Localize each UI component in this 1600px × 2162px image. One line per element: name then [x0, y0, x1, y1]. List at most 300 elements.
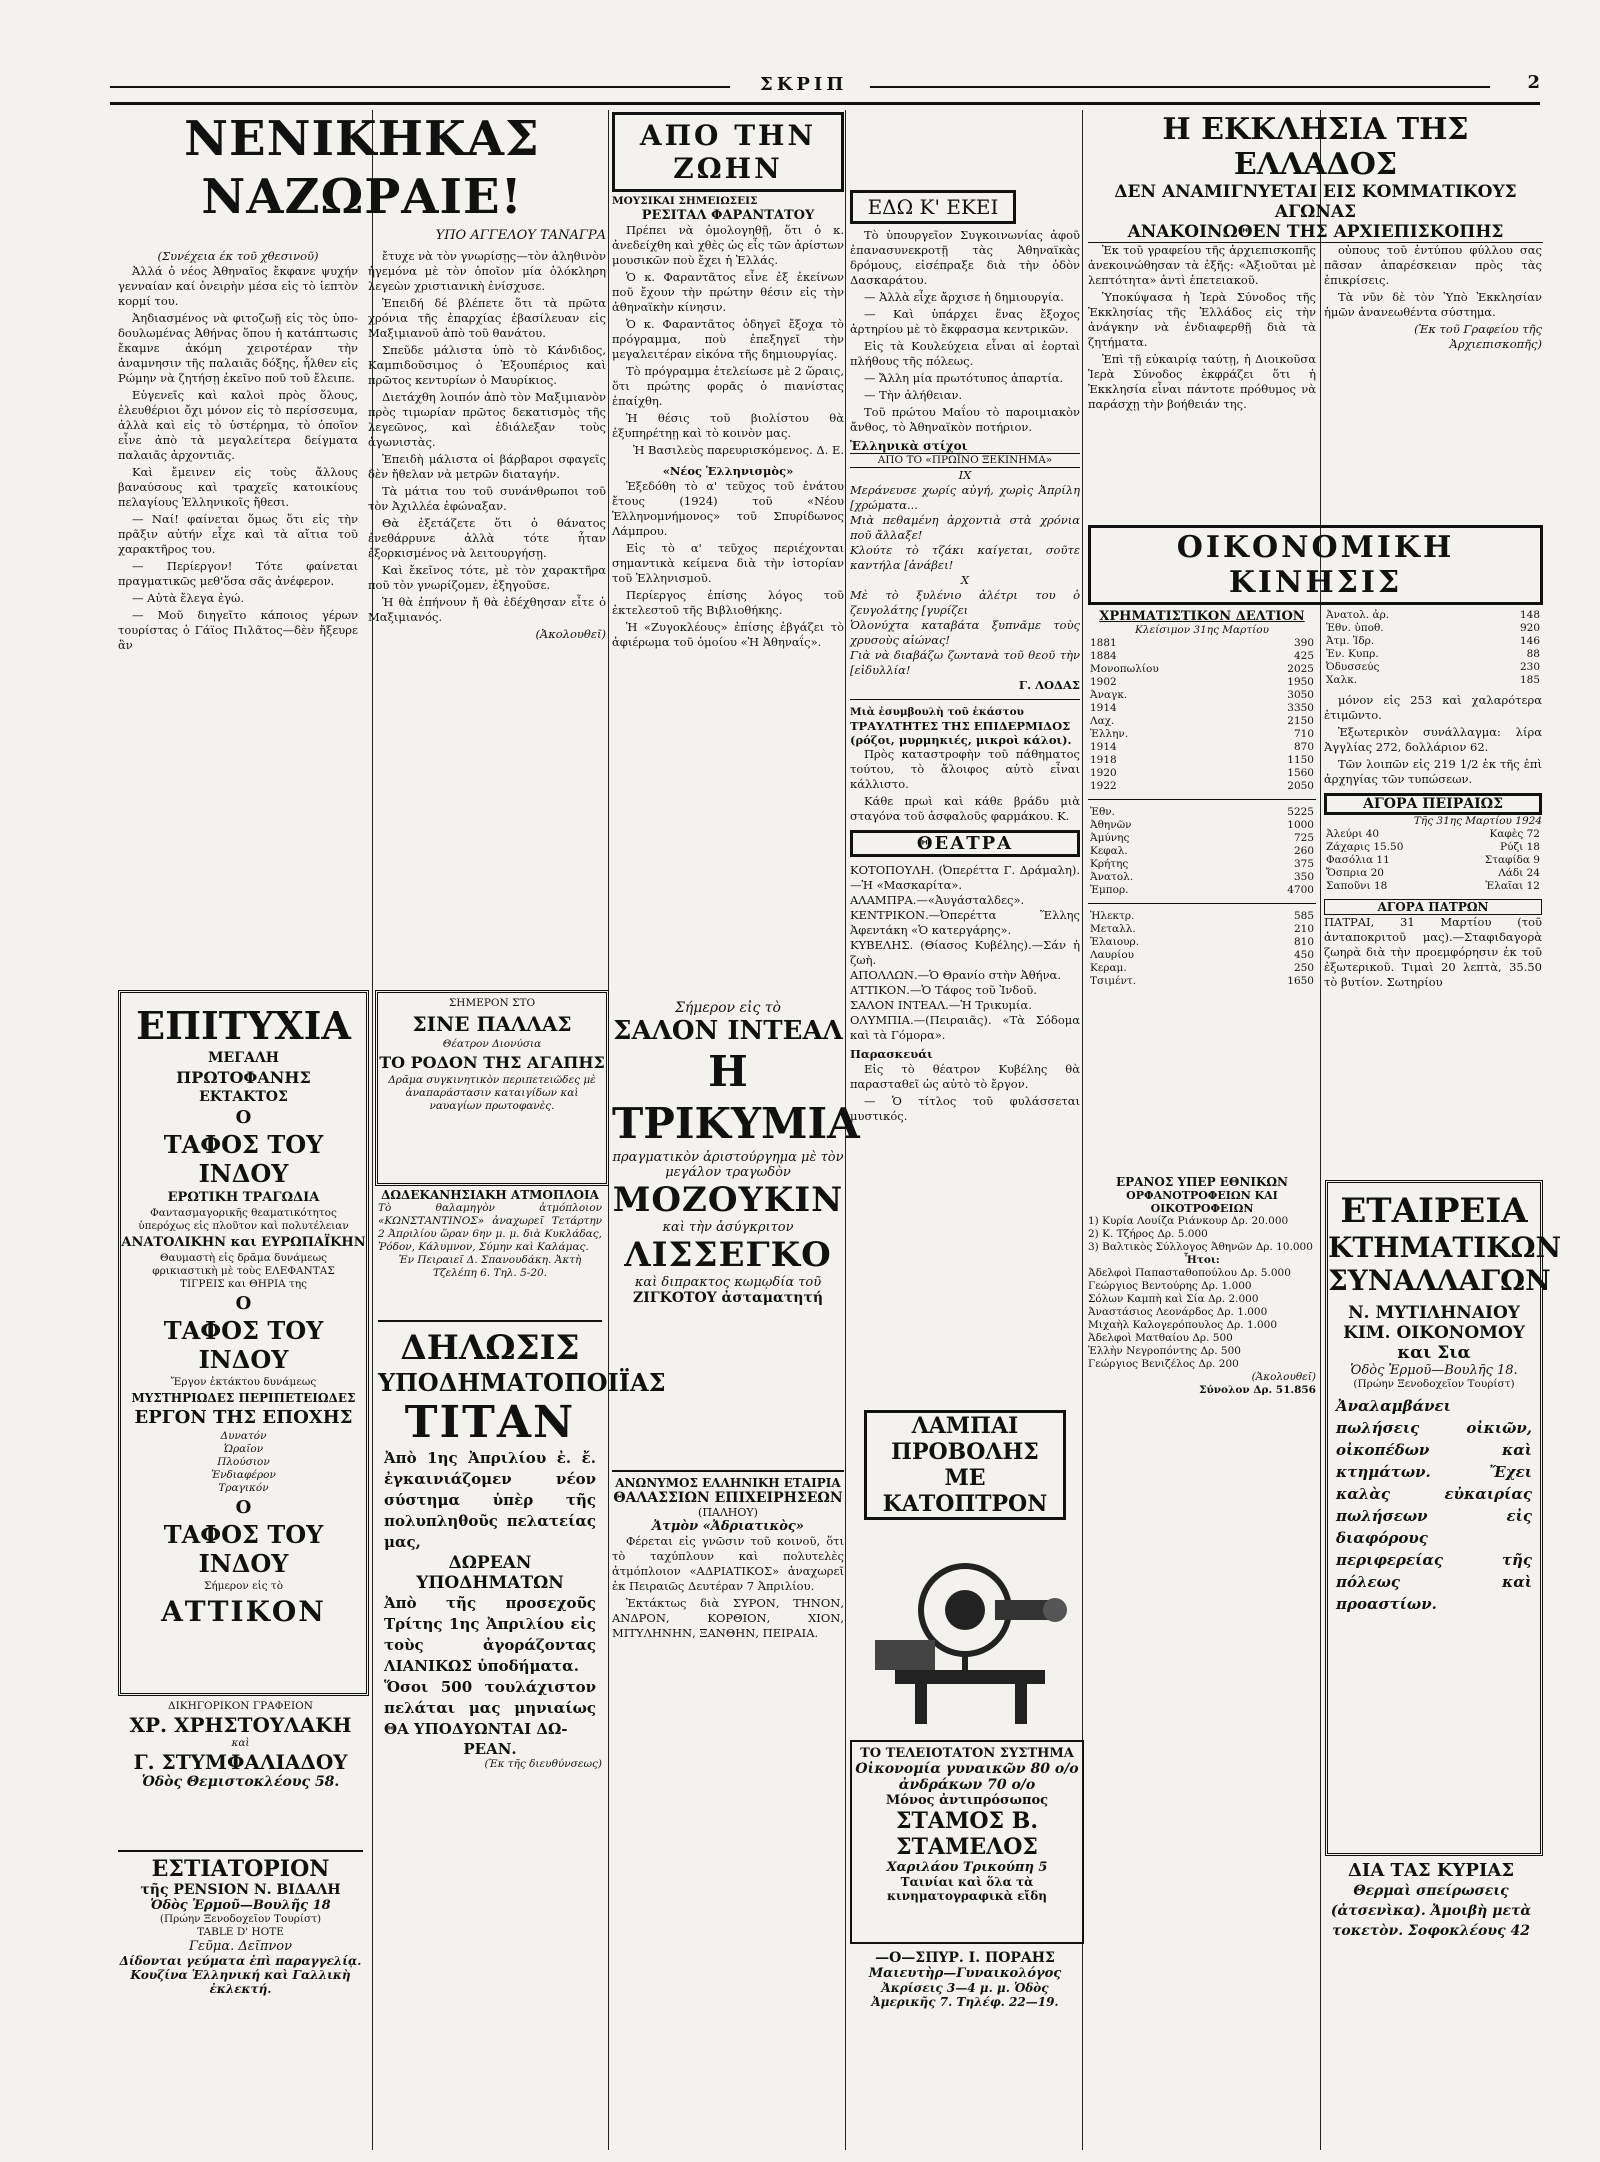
article-edo-kekei — [850, 190, 1080, 1400]
ad-line: Οἰκονομία γυναικῶν 80 ο/ο — [855, 1761, 1079, 1777]
ad-line: Ἐκτάκτως διὰ ΣΥΡΟΝ, ΤΗΝΟΝ, ΑΝΔΡΟΝ, ΚΟΡΘΙΟΝ, ΧΙΟΝ, ΜΙΤΥΛΗΝΗΝ, ΞΑΝΘΗΝ, ΠΕΙΡΑΙΑ. — [612, 1596, 844, 1640]
paragraph: Ἡ θὰ ἐπήνουν ἤ θὰ ἐδέχθησαν εἶτε ὁ Μαξιμιανός. — [368, 595, 606, 624]
ad-restaurant — [118, 1850, 363, 2052]
article-column — [368, 249, 606, 655]
table-row — [1088, 910, 1316, 923]
ad-line: ΤΟ ΤΕΛΕΙΟΤΑΤΟΝ ΣΥΣΤΗΜΑ — [860, 1746, 1074, 1761]
paragraph: — Ναί! φαίνεται ὅμως ὅτι εἰς τὴν πρᾶξιν αὐτήν εἶχε καὶ τὰ αἴτια τοῦ χαρακτῆρος του. — [118, 512, 358, 556]
paragraph: Ἐπειδή δέ βλέπετε ὅτι τὰ πρῶτα χρόνια τῆς ἐπαρχίας ἐβασίλευαν εἰς Μαξιμιανοῦ ἀπὸ τοῦ θανάτου. — [368, 296, 606, 340]
table-cell: 1918 — [1090, 754, 1117, 766]
table-row — [1088, 962, 1316, 975]
poem-line: Μεράνευσε χωρίς αὐγή, χωρὶς Ἀπρίλη [χρώματα... — [850, 483, 1080, 512]
poem-line: X — [960, 573, 970, 587]
poem-line: IX — [958, 468, 972, 482]
table-row — [1324, 609, 1542, 622]
table-cell: Ἀτμ. Ἰδρ. — [1326, 635, 1375, 647]
table-cell: Χαλκ. — [1326, 674, 1358, 686]
theatre-listing: ΑΛΑΜΠΡΑ.—«Ἀυγάσταλδες». — [850, 893, 1025, 907]
lead: (Συνέχεια έκ τοῦ χθεσινοῦ) — [157, 249, 319, 263]
paragraph: Τὸ πρόγραμμα ἐτελείωσε μὲ 2 ὥραις, ὅτι πρώτης φορᾶς ὁ πιανίστας ἐπαίχθη. — [612, 364, 844, 408]
table-cell: 375 — [1293, 858, 1314, 870]
bonds-table — [1088, 637, 1316, 793]
paragraph: Ὁ κ. Φαραντᾶτος εἶνε ἐξ ἐκείνων ποῦ ἔχουν τὴν πρώτην θέσιν εἰς τὴν ἀθηναϊκὴν κίνησιν. — [612, 270, 844, 314]
section-label: ΜΟΥΣΙΚΑΙ ΣΗΜΕΙΩΣΕΙΣ — [612, 195, 758, 207]
poem-line: Ὁλονύχτα καταβάτα ξυπνᾶμε τοὺς χρυσοὺς αἰώνας! — [850, 618, 1080, 647]
table-cell: Ζάχαρις 15.50 — [1326, 841, 1404, 853]
ad-line: Δρᾶμα συγκινητικὸν περιπετειῶδες μὲ ἀναπαράστασιν καταιγίδων καὶ ναυαγίων πρωτοφανὲς. — [388, 1074, 596, 1112]
ad-line: —Ο—ΣΠΥΡ. Ι. ΠΟΡΑΗΣ — [875, 1950, 1055, 1966]
ad-line: Μαιευτὴρ—Γυναικολόγος — [868, 1966, 1062, 1981]
table-cell: 3350 — [1287, 702, 1314, 714]
ad-film-title: ΤΑΦΟΣ ΤΟΥ ΙΝΔΟΥ — [163, 1130, 324, 1188]
news-head: «Νέος Ἑλληνισμὸς» — [662, 464, 794, 478]
paragraph: — Ἀλλὰ εἶχε ἄρχισε ἡ δημιουργία. — [864, 290, 1064, 304]
table-cell: Μονοπωλίου — [1090, 663, 1159, 675]
paragraph: Τοῦ πρώτου Μαΐου τὸ παροιμιακὸν ἄνθος, τὸ Ἀθηναϊκὸν ποτήριον. — [850, 405, 1080, 434]
table-cell: Σταφίδα 9 — [1484, 854, 1540, 866]
table-cell: Ἀθηνῶν — [1090, 819, 1132, 831]
paragraph: Θὰ ἐξετάζετε ὅτι ὁ θάνατος ἐνεθάρρυνε ἀλλὰ τότε ἦταν ἐξορκισμένος νὰ λειτουργήσῃ. — [368, 516, 606, 560]
ad-line: Ὡραῖον — [223, 1443, 264, 1455]
ad-title: ΕΤΑΙΡΕΙΑ — [1340, 1191, 1528, 1231]
continued-note: (Ἀκολουθεῖ) — [535, 627, 606, 641]
table-cell: 1884 — [1090, 650, 1117, 662]
masthead: ΣΚΡΙΠ — [760, 74, 848, 95]
ad-line: ἀνδράκων 70 ο/ο — [898, 1777, 1036, 1793]
page-number: 2 — [1527, 72, 1540, 93]
ad-adriatikos — [612, 1470, 844, 2052]
donation-line: Γεώργιος Βενιζέλος Δρ. 200 — [1088, 1358, 1239, 1370]
article-nazoraie — [118, 110, 606, 970]
paragraph: Ἀηδιασμένος νὰ φιτοζωῇ εἰς τὸς ὑπο-δουλωμένας Ἀθήνας ὅπου ἡ κατάπτωσις ἔκαμνε ἀκόμη χειροτέραν τὴν ἀναμνησιν τῆς παλαιᾶς δόξης, ἦλθεν εἰς Ρώμην νὰ ζητήσῃ ἐκεῖνο ποῦ τοῦ ἔλειπε. — [118, 311, 358, 385]
table-cell: 2025 — [1287, 663, 1314, 675]
header-rule-left — [110, 86, 730, 88]
ad-line: Φέρεται εἰς γνῶσιν τοῦ κοινοῦ, ὅτι τὸ ταχύπλουν καὶ πολυτελὲς ἀτμόπλοιον «ΑΔΡΙΑΤΙΚΟΣ» ἀναχωρεῖ ἐκ Πειραιῶς Δευτέραν 7 Ἀπριλίου. — [612, 1534, 844, 1593]
poem-line: Μιὰ πεθαμένη ἀρχοντιὰ στὰ χρόνια ποῦ ἄλλαξε! — [850, 513, 1080, 542]
ad-line: Ν. ΜΥΤΙΛΗΝΑΙΟΥ ΚΙΜ. ΟΙΚΟΝΟΜΟΥ και Σια — [1343, 1303, 1525, 1363]
paragraph: μόνον εἰς 253 καὶ χαλαρότερα ἐτιμῶντο. — [1324, 693, 1542, 722]
paragraph: — Περίεργον! Τότε φαίνεται πραγματικῶς μεθ'ὅσα σᾶς ἀνέφερον. — [118, 559, 358, 588]
paragraph: Ἐξωτερικὸν συνάλλαγμα: λίρα Ἀγγλίας 272, δολλάριον 62. — [1324, 725, 1542, 754]
donation-line: 2) Κ. Τζήρος Δρ. 5.000 — [1088, 1228, 1208, 1240]
table-cell: 350 — [1293, 871, 1314, 883]
ad-line: ΔΩΡΕΑΝ ΥΠΟΔΗΜΑΤΩΝ — [416, 1553, 564, 1593]
ad-titan — [378, 1320, 666, 2042]
ad-line: Δυνατόν — [220, 1430, 267, 1442]
agora-heading: ΑΓΟΡΑ ΠΕΙΡΑΙΩΣ — [1324, 793, 1542, 815]
ad-line: Θαυμαστὴ εἰς δρᾶμα δυνάμεως φρικιαστικὴ μὲ τοὺς ΕΛΕΦΑΝΤΑΣ ΤΙΓΡΕΙΣ και ΘΗΡΙΑ της — [152, 1252, 335, 1290]
ad-tafos-indou — [118, 990, 369, 1696]
table-row — [1088, 663, 1316, 676]
ad-line: ΛΑΜΠΑΙ ΠΡΟΒΟΛΗΣ — [891, 1413, 1039, 1465]
table-cell: 1914 — [1090, 741, 1117, 753]
table-cell: Ἐν. Κυπρ. — [1326, 648, 1379, 660]
table-row — [1088, 780, 1316, 793]
header-rule-right — [870, 86, 1490, 88]
table-cell: 1922 — [1090, 780, 1117, 792]
paragraph: Τὰ νῦν δὲ τὸν Ὑπὸ Ἐκκλησίαν ἡμῶν ἀνανεωθέντα σύστημα. — [1324, 290, 1542, 319]
table-cell: 1150 — [1287, 754, 1314, 766]
bulletin-date: Κλείσιμον 31ης Μαρτίου — [1135, 624, 1269, 636]
theatre-listing: ΚΕΝΤΡΙΚΟΝ.—Ὀπερέττα Ἕλλης Ἀφεντάκη «Ὁ κατεργάρης». — [850, 908, 1080, 937]
paragraph: Εἰς τὸ θέατρον Κυβέλης θὰ παρασταθεῖ ὡς αὐτὸ τὸ ἔργον. — [850, 1062, 1080, 1091]
table-cell: 810 — [1293, 936, 1314, 948]
ad-line: ΕΣΤΙΑΤΟΡΙΟΝ — [151, 1856, 330, 1882]
table-cell: Κρήτης — [1090, 858, 1129, 870]
table-row — [1324, 854, 1542, 867]
table-row — [1324, 674, 1542, 687]
table-row — [1088, 637, 1316, 650]
ad-line: Ἧτοι: — [1184, 1254, 1220, 1266]
ad-line: ΔΙΑ ΤΑΣ ΚΥΡΙΑΣ — [1347, 1860, 1515, 1881]
table-row — [1088, 741, 1316, 754]
ad-line: ΕΡΩΤΙΚΗ ΤΡΑΓΩΔΙΑ — [167, 1190, 320, 1205]
ad-line: Ἀπὸ 1ης Ἀπριλίου ἐ. ἔ. ἐγκαινιάζομεν νέον σύστημα ὑπὲρ τῆς πολυπληθοῦς πελατείας μας, — [384, 1449, 596, 1551]
table-cell: Ἀναγκ. — [1090, 689, 1128, 701]
table-cell: Καφὲς 72 — [1489, 828, 1540, 840]
subtitle: ΡΕΣΙΤΑΛ ΦΑΡΑΝΤΑΤΟΥ — [641, 208, 815, 223]
paragraph: Καὶ ἔκεῖνος τότε, μὲ τὸν χαρακτῆρα ποῦ τὸν γνωρίζομεν, ἐξηγοῦσε. — [368, 563, 606, 592]
ad-line: ΟΡΦΑΝΟΤΡΟΦΕΙΩΝ ΚΑΙ ΟΙΚΟΤΡΟΦΕΙΩΝ — [1126, 1189, 1278, 1215]
table-row — [1324, 635, 1542, 648]
ad-line: Τραγικόν — [218, 1482, 269, 1494]
poem-source: ΑΠΟ ΤΟ «ΠΡΩΪΝΟ ΞΕΚΙΝΗΜΑ» — [850, 453, 1080, 468]
ad-line: (Πρώην Ξενοδοχεῖον Τουρίστ) — [1353, 1378, 1515, 1390]
table-cell: 210 — [1293, 923, 1314, 935]
ad-line: Χαριλάου Τρικούπη 5 — [886, 1860, 1048, 1875]
subheadline: ΑΝΑΚΟΙΝΩΘΕΝ ΤΗΣ ΑΡΧΙΕΠΙΣΚΟΠΗΣ — [1088, 222, 1543, 243]
paragraph: — Καὶ ὑπάρχει ἕνας ἔξοχος ἀρτηρίου μὲ τὸ ἔκφρασμα κεντρικῶν. — [850, 307, 1080, 336]
ad-line: Φαντασμαγορικῆς θεαματικότητος ὑπερόχως εἰς πλοῦτον καὶ πολυτέλειαν — [138, 1207, 349, 1232]
poem-head: Ἑλληνικὰ στίχοι — [850, 439, 968, 453]
ad-line: τῆς PENSION Ν. ΒΙΔΑΛΗ — [140, 1882, 341, 1898]
parasc-head: Παρασκευάι — [850, 1047, 933, 1061]
agora-table — [1324, 828, 1542, 893]
headline: ΟΙΚΟΝΟΜΙΚΗ ΚΙΝΗΣΙΣ — [1088, 525, 1543, 605]
table-cell: Ἐθν. — [1090, 806, 1115, 818]
ad-actor: ΜΟΖΟΥΚΙΝ — [612, 1180, 844, 1220]
table-cell: 1000 — [1287, 819, 1314, 831]
table-row — [1324, 648, 1542, 661]
ad-line: Ο — [235, 1497, 252, 1518]
table-cell: 450 — [1293, 949, 1314, 961]
theatre-listing: ΚΟΤΟΠΟΥΛΗ. (Ὀπερέττα Γ. Δράμαλη).—Ἡ «Μασκαρίτα». — [850, 863, 1080, 892]
bulletin-title: ΧΡΗΜΑΤΙΣΤΙΚΟΝ ΔΕΛΤΙΟΝ — [1099, 609, 1305, 624]
paragraph: Πρέπει νὰ ὁμολογηθῇ, ὅτι ὁ κ. ἀνεδείχθη καὶ χθὲς ὡς εἷς τῶν ἀρίστων μουσικῶν ποὺ ἔχει ἡ Ἑλλάς. — [612, 223, 844, 267]
ad-line: ΚΤΗΜΑΤΙΚΩΝ — [1328, 1231, 1562, 1264]
ad-film-title: ΤΟ ΡΟΔΟΝ ΤΗΣ ΑΓΑΠΗΣ — [379, 1053, 605, 1072]
ad-line: (Πρώην Ξενοδοχεῖον Τουρίστ) — [159, 1913, 322, 1925]
table-cell: 2050 — [1287, 780, 1314, 792]
ad-line: ΑΝΩΝΥΜΟΣ ΕΛΛΗΝΙΚΗ ΕΤΑΙΡΙΑ — [615, 1476, 841, 1490]
table-cell: 1914 — [1090, 702, 1117, 714]
table-row — [1088, 858, 1316, 871]
donation-line: Ἀναστάσιος Λεονάρδος Δρ. 1.000 — [1088, 1306, 1268, 1318]
ad-line: καὶ τὴν ἀσύγκριτον — [662, 1220, 794, 1235]
ad-line: ΣΗΜΕΡΟΝ ΣΤΟ — [448, 997, 536, 1009]
paragraph: Ἐπειδὴ μάλιστα οἱ βάρβαροι σφαγεῖς δὲν ἤθελαν νὰ μετρῶν διαταγήν. — [368, 452, 606, 481]
table-row — [1088, 754, 1316, 767]
ad-line: ΧΡ. ΧΡΗΣΤΟΥΛΑΚΗ — [129, 1713, 352, 1737]
table-row — [1088, 923, 1316, 936]
ad-film-title: ΤΑΦΟΣ ΤΟΥ ΙΝΔΟΥ — [163, 1316, 324, 1374]
ad-line: Πλούσιον — [217, 1456, 270, 1468]
table-cell: Λαχ. — [1090, 715, 1115, 727]
table-cell: 1650 — [1287, 975, 1314, 987]
table-cell: Κεφαλ. — [1090, 845, 1128, 857]
ad-ladies — [1325, 1860, 1537, 2040]
ad-line: ΕΡΓΟΝ ΤΗΣ ΕΠΟΧΗΣ — [134, 1407, 353, 1428]
theatre-listing: ΟΛΥΜΠΙΑ.—(Πειραιᾶς). «Τὰ Σόδομα καὶ τὰ Γόμορα». — [850, 1013, 1080, 1042]
ad-line: ΡΕΑΝ. — [463, 1740, 517, 1758]
ad-line: ΣΤΑΜΟΣ Β. ΣΤΑΜΕΛΟΣ — [896, 1808, 1038, 1860]
ad-film-title: ΤΑΦΟΣ ΤΟΥ ΙΝΔΟΥ — [163, 1520, 324, 1578]
poem-line: Κλούτε τὸ τζάκι καίγεται, σοῦτε καντήλα [ἀνάβει! — [850, 543, 1080, 572]
theatre-listing: ΑΠΟΛΛΩΝ.—Ὁ Θρανίο στὴν Ἀθήνα. — [850, 968, 1061, 982]
table-cell: Ἐμπορ. — [1090, 884, 1129, 896]
table-cell: Κεραμ. — [1090, 962, 1127, 974]
ad-line: Ὁδὸς Θεμιστοκλέους 58. — [141, 1774, 340, 1790]
ad-line: καὶ — [231, 1737, 250, 1749]
table-row — [1088, 728, 1316, 741]
ad-actor: ΛΙΣΣΕΓΚΟ — [624, 1235, 832, 1275]
ad-line: Δίδονται γεύματα ἐπὶ παραγγελίᾳ. — [119, 1954, 362, 1968]
ad-line: Γεῦμα. Δεῖπνον — [188, 1939, 293, 1954]
donation-line: Ἑλλὴν Νεγροπόντης Δρ. 500 — [1088, 1345, 1241, 1357]
ad-line: Μόνος ἀντιπρόσωπος — [885, 1793, 1049, 1808]
table-row — [1324, 661, 1542, 674]
ad-line: Ο — [235, 1293, 252, 1314]
ad-line: ΘΑΛΑΣΣΙΩΝ ΕΠΙΧΕΙΡΗΣΕΩΝ — [613, 1490, 843, 1506]
paragraph: Τὰ μάτια του τοῦ συνάνθρωποι τοῦ τὸν Ἀχιλλέα ἐφώναξαν. — [368, 484, 606, 513]
patras-heading: ΑΓΟΡΑ ΠΑΤΡΩΝ — [1324, 899, 1542, 915]
projector-illustration — [855, 1520, 1075, 1740]
table-cell: 146 — [1519, 635, 1540, 647]
ad-line: Σήμερον εἰς τὸ — [675, 1000, 781, 1016]
table-cell: Ἀνατολ. ἀρ. — [1326, 609, 1390, 621]
table-row — [1088, 676, 1316, 689]
table-cell: Ρύζι 18 — [1500, 841, 1540, 853]
table-cell: 250 — [1293, 962, 1314, 974]
article-column — [118, 249, 358, 655]
ad-line: Ὁδὸς Ἑρμοῦ—Βουλῆς 18. — [1350, 1363, 1518, 1378]
donation-line: Σόλων Καμπὴ καὶ Σία Δρ. 2.000 — [1088, 1293, 1259, 1305]
ad-line: Ἀπὸ τῆς προσεχοῦς Τρίτης 1ης Ἀπριλίου εἰς τοὺς ἀγοράζοντας ΛΙΑΝΙΚΩΣ ὑποδήματα. — [384, 1594, 596, 1675]
ad-line: ΣΥΝΑΛΛΑΓΩΝ — [1328, 1264, 1551, 1297]
theatre-listing: ΚΥΒΕΛΗΣ. (Θίασος Κυβέλης).—Σάν ἡ ζωὴ. — [850, 938, 1080, 967]
paragraph: Σπεῦδε μάλιστα ὑπὸ τὸ Κάνδιδος, Καμπιδοῦσιμος ὁ Ἐξουπέριος καὶ πρῶτος κεντυρίων ὁ Μαυρίκιος. — [368, 343, 606, 387]
paragraph: Πρὸς καταστροφὴν τοῦ πάθηματος τούτου, τὸ ἄλοιφος αὐτὸ εἶναι κάλλιστο. — [850, 747, 1080, 791]
ad-line: ΕΚΤΑΚΤΟΣ — [199, 1089, 288, 1105]
table-row — [1088, 871, 1316, 884]
ad-shipping — [378, 1188, 602, 1318]
ad-line: Ἀκρίσεις 3—4 μ. μ. Ὁδὸς Ἀμερικῆς 7. Τηλέφ. 22—19. — [871, 1981, 1059, 2009]
table-row — [1088, 936, 1316, 949]
theatre-heading: ΘΕΑΤΡΑ — [850, 830, 1080, 857]
ad-title: ΕΠΙΤΥΧΙΑ — [136, 1003, 351, 1048]
paragraph: — Ὁ τίτλος τοῦ φυλάσσεται μυστικός. — [850, 1094, 1080, 1123]
table-cell: 390 — [1293, 637, 1314, 649]
table-row — [1088, 702, 1316, 715]
misc-head: Μιὰ ἐσυμβουλὴ τοῦ ἐκάστου — [850, 706, 1024, 718]
ad-law-office — [118, 1700, 363, 1840]
masthead-bar — [110, 72, 1540, 105]
table-row — [1088, 832, 1316, 845]
table-row — [1088, 845, 1316, 858]
table-cell: 2150 — [1287, 715, 1314, 727]
table-cell: Ἐλαιουρ. — [1090, 936, 1140, 948]
stocks-table — [1324, 609, 1542, 687]
table-cell: 585 — [1293, 910, 1314, 922]
table-cell: 1881 — [1090, 637, 1117, 649]
signature: Ἡ Βασιλεὺς παρευρισκόμενος. Δ. Ε. — [632, 443, 844, 457]
ad-line: ΜΕΓΑΛΗ — [207, 1050, 280, 1066]
article-title: ΑΠΟ ΤΗΝ ΖΩΗΝ — [612, 112, 844, 192]
ad-line: ΥΠΟΔΗΜΑΤΟΠΟΙΪΑΣ — [378, 1368, 666, 1397]
paragraph: — Αὐτὰ ἔλεγα ἐγώ. — [132, 591, 245, 605]
ad-etaireia — [1325, 1180, 1562, 1856]
ad-line: ΜΕ ΚΑΤΟΠΤΡΟΝ — [882, 1465, 1048, 1517]
poem-line: Μὲ τὸ ξυλένιο ἀλέτρι του ὁ ζευγολάτης [γυρίζει — [850, 588, 1080, 617]
table-cell: 1560 — [1287, 767, 1314, 779]
table-cell: Σαποῦνι 18 — [1326, 880, 1388, 892]
paragraph: Περίεργος ἐπίσης λόγος τοῦ ἐκτελεστοῦ τῆς Βιβλιοθήκης. — [612, 588, 844, 617]
ad-line: Ἐν Πειραιεῖ Δ. Σπανουδάκη. Ἀκτὴ Τζελέπη 6. Τηλ. 5-20. — [398, 1254, 582, 1279]
table-cell: 425 — [1293, 650, 1314, 662]
ad-stamelos — [850, 1740, 1084, 1944]
ad-line: ΔΙΚΗΓΟΡΙΚΟΝ ΓΡΑΦΕΙΟΝ — [168, 1700, 313, 1712]
source-note: (Ἐκ τοῦ Γραφείου τῆς Ἀρχιεπισκοπῆς) — [1414, 322, 1542, 351]
paragraph: — Ἄλλη μία πρωτότυπος ἀπαρτία. — [864, 371, 1064, 385]
table-row — [1324, 880, 1542, 893]
ad-line: Θερμαὶ σπείρωσεις (ἀτσενὶκα). Ἀμοιβὴ μετὰ τοκετὸν. Σοφοκλέους 42 — [1330, 1883, 1532, 1939]
paragraph: Εἰς τὰ Κουλεύχεια εἶναι αἱ ἑορταὶ πλήθους τῆς πόλεως. — [850, 339, 1080, 368]
paragraph: Ἡ «Ζυγοκλέους» ἐπίσης ἐβγάζει τὸ ἀφιέρωμα τοῦ ὁμοίου «Ἡ Ἀθηναΐς». — [612, 620, 844, 649]
donation-line: Μιχαὴλ Καλογερόπουλος Δρ. 1.000 — [1088, 1319, 1278, 1331]
byline: ΥΠΟ ΑΓΓΕΛΟΥ ΤΑΝΑΓΡΑ — [435, 228, 606, 243]
ad-line: Ἔργον ἐκτάκτου δυνάμεως — [170, 1376, 317, 1388]
ad-line: ΕΡΑΝΟΣ ΥΠΕΡ ΕΘΝΙΚΩΝ — [1115, 1175, 1289, 1189]
table-row — [1324, 841, 1542, 854]
table-cell: Μεταλλ. — [1090, 923, 1136, 935]
donation-line: 1) Κυρία Λουίζα Ριάνκουρ Δρ. 20.000 — [1088, 1215, 1289, 1227]
paragraph: Ἐκ τοῦ γραφείου τῆς ἀρχιεπισκοπῆς ἀνεκοινώθησαν τὰ ἑξῆς: «Ἀξιοῦται μὲ λεπτότητα» ἀντὶ ἐπετειακοῦ. — [1088, 243, 1316, 287]
poem-line: Γιὰ νὰ διαβάζω ζωντανὰ τοῦ θεοῦ τὴν [εἰδυλλία! — [850, 648, 1080, 677]
paragraph: Ὑποκύψασα ἡ Ἱερὰ Σύνοδος τῆς Ἐκκλησίας τῆς Ἑλλάδος εἰς τὴν ἀνάγκην νὰ ἐνδιαφερθῇ διὰ τὰ ζητήματα. — [1088, 290, 1316, 349]
table-cell: Ἀλεύρι 40 — [1326, 828, 1380, 840]
table-cell: 920 — [1519, 622, 1540, 634]
table-cell: 1920 — [1090, 767, 1117, 779]
ad-line: ΖΙΓΚΟΤΟΥ ἀσταματητή — [632, 1290, 824, 1306]
table-row — [1088, 819, 1316, 832]
donation-line: 3) Βαλτικὸς Σύλλογος Ἀθηνῶν Δρ. 10.000 — [1088, 1241, 1313, 1253]
paragraph: Κάθε πρωὶ καὶ κάθε βράδυ μιὰ σταγόνα τοῦ ἀσφαλοῦς φαρμάκου. Κ. — [850, 794, 1080, 823]
ad-projection-lamps — [850, 1410, 1080, 1730]
ad-line: Ἐνδιαφέρον — [211, 1469, 276, 1481]
paragraph: Τὸ ὑπουργεῖον Συγκοινωνίας ἀφοῦ ἐπανασυνεκροτῇ τὰς Ἀθηναϊκὰς δρόμους, εἰσέπραξε διὰ τὴν ὁδὸν Δασκαράτου. — [850, 228, 1080, 287]
table-cell: 1902 — [1090, 676, 1117, 688]
table-cell: Λαυρίου — [1090, 949, 1135, 961]
table-cell: 1950 — [1287, 676, 1314, 688]
table-cell: 725 — [1293, 832, 1314, 844]
paragraph: ἔτυχε νὰ τὸν γνωρίσῃς—τὸν ἀληθινὸν ἡγεμόνα μὲ τὸν ὁποῖον μία ὁλόκληρη λεγεὼν χριστιανικὴ ἐνίσχυσε. — [368, 249, 606, 293]
table-row — [1088, 884, 1316, 897]
patras-report: ΠΑΤΡΑΙ, 31 Μαρτίου (τοῦ ἀνταποκριτοῦ μας).—Σταφιδαγορὰ ζωηρὰ διὰ τὴν προεμφόρησιν ἐκ τοῦ ἐξωτερικοῦ. Τιμαὶ 20 λεπτὰ, 35.50 τὸ βυτίον. Σωτηρίου — [1324, 915, 1542, 989]
paragraph: Ἐπὶ τῇ εὐκαιρίᾳ ταύτῃ, ἡ Διοικοῦσα Ἱερὰ Σύνοδος ἐκφράζει ὅτι ἡ Ἐκκλησία εἶναι πάντοτε πρόθυμος νὰ παράσχῃ τὴν βοήθειάν της. — [1088, 352, 1316, 411]
table-cell: 230 — [1519, 661, 1540, 673]
article-oikonomiki — [1088, 525, 1543, 1165]
ad-title: ΔΗΛΩΣΙΣ — [400, 1328, 580, 1368]
table-row — [1324, 622, 1542, 635]
ad-line: Τὸ θαλαμηγὸν ἀτμόπλοιον «ΚΩΝΣΤΑΝΤΙΝΟΣ» ἀναχωρεῖ Τετάρτην 2 Ἀπριλίου ὥραν 6ην μ. μ. διὰ Κυκλάδας, Ῥόδον, Κάλυμνον, Σύμην καὶ Καλάμας. — [378, 1202, 602, 1253]
ad-line: ΜΥΣΤΗΡΙΩΔΕΣ ΠΕΡΙΠΕΤΕΙΩΔΕΣ — [131, 1391, 356, 1405]
table-cell: Ὀδυσσεύς — [1326, 661, 1380, 673]
table-cell: Ὄσπρια 20 — [1326, 867, 1384, 879]
table-cell: 260 — [1293, 845, 1314, 857]
banks-table — [1088, 806, 1316, 897]
ad-line: Ἀναλαμβάνει πωλήσεις οἰκιῶν, οἰκοπέδων καὶ κτημάτων. Ἔχει καλὰς εὐκαιρίας πωλήσεων εἰς διαφόρους περιφερείας τῆς πόλεως καὶ προαστίων. — [1336, 1397, 1532, 1613]
paragraph: Καὶ ἔμεινεν εἰς τοὺς ἄλλους βαναύσους καὶ τραχεῖς κατοικίους πελαγίους Ἑλληνικοῖς ἤθεσι. — [118, 465, 358, 509]
table-row — [1088, 949, 1316, 962]
table-row — [1324, 828, 1542, 841]
ad-line: Κουζίνα Ἑλληνική καὶ Γαλλικὴ ἐκλεκτή. — [130, 1968, 351, 1996]
ad-line: Ὁδὸς Ἑρμοῦ—Βουλῆς 18 — [150, 1898, 331, 1913]
ad-trikymia — [612, 1000, 860, 1460]
table-row — [1088, 975, 1316, 988]
ad-line: ΠΡΩΤΟΦΑΝΗΣ — [176, 1068, 311, 1087]
agora-date: Τῆς 31ης Μαρτίου 1924 — [1413, 815, 1542, 827]
paragraph: Ἡ θέσις τοῦ βιολίστου θὰ ἐξυπηρέτηῃ καὶ τὸ κοινὸν μας. — [612, 411, 844, 440]
theatre-listing: ΑΤΤΙΚΟΝ.—Ὁ Τάφος τοῦ Ἰνδοῦ. — [850, 983, 1037, 997]
table-cell: 3050 — [1287, 689, 1314, 701]
ad-doctor — [850, 1950, 1080, 2040]
table-cell: Ἑλλην. — [1090, 728, 1129, 740]
paragraph: Ὁ κ. Φαραντᾶτος ὁδηγεῖ ἔξοχα τὸ πρόγραμμα, ποὺ ἐπεξηγεῖ τὴν μεγαλειτέραν εἰκόνα τῆς δημιουργίας. — [612, 317, 844, 361]
paragraph: — Τὴν ἀλήθειαν. — [864, 388, 963, 402]
paragraph: Εὑγενεῖς καὶ καλοὶ πρὸς ὅλους, ἐλευθέριοι ὄχι μόνον εἰς τὸ περίσσευμα, ἀλλὰ καὶ εἰς τὸ ὑστέρημα, τὸ ὁποῖον εἶνε ἀπὸ τὰ μεγαλείτερα δείγματα παλαιᾶς ἀρχοντιᾶς. — [118, 388, 358, 462]
table-cell: Τσιμέντ. — [1090, 975, 1137, 987]
ad-line: Γ. ΣΤΥΜΦΑΛΙΑΔΟΥ — [133, 1750, 348, 1774]
ad-line: καὶ διπρακτος κωμῳδία τοῦ — [634, 1275, 822, 1290]
table-row — [1088, 650, 1316, 663]
subheadline: ΔΕΝ ΑΝΑΜΙΓΝΥΕΤΑΙ ΕΙΣ ΚΟΜΜΑΤΙΚΟΥΣ ΑΓΩΝΑΣ — [1114, 182, 1517, 222]
table-cell: Λάδι 24 — [1498, 867, 1540, 879]
table-cell: 88 — [1526, 648, 1540, 660]
table-row — [1324, 867, 1542, 880]
theatre-listing: ΣΑΛΟΝ ΙΝΤΕΑΛ.—Ἡ Τρικυμία. — [850, 998, 1032, 1012]
paragraph: οὐπους τοῦ ἐντύπου φύλλου σας πᾶσαν ἀπαρέσκειαν πρὸς τὰς ἐπικρίσεις. — [1324, 243, 1542, 287]
donation-line: Γεώργιος Βεντούρης Δρ. 1.000 — [1088, 1280, 1252, 1292]
shares-table — [1088, 910, 1316, 988]
ad-line: ΣΙΝΕ ΠΑΛΛΑΣ — [412, 1012, 572, 1036]
table-cell: Ἀμύνης — [1090, 832, 1130, 844]
article-apo-tin-zoin — [612, 112, 844, 992]
ad-line: Σήμερον εἰς τὸ — [203, 1580, 284, 1592]
table-cell: Ἐλαῖαι 12 — [1485, 880, 1540, 892]
table-cell: Φασόλια 11 — [1326, 854, 1390, 866]
ad-film-title: Η ΤΡΙΚΥΜΙΑ — [612, 1047, 860, 1148]
article-ekklisia — [1088, 112, 1543, 512]
table-row — [1088, 767, 1316, 780]
paragraph: — Μοῦ διηγεῖτο κάποιος γέρων τουρίστας ὁ Γάϊος Πιλᾶτος—δὲν ἤξευρε ἂν — [118, 608, 358, 652]
table-row — [1088, 689, 1316, 702]
ad-line: (ΠΑΛΗΟΥ) — [698, 1506, 758, 1519]
table-cell: 4700 — [1287, 884, 1314, 896]
paragraph: Εἰς τὸ α' τεῦχος περιέχονται σημαντικὰ κείμενα διὰ τὴν ἱστορίαν τοῦ Ἑλληνισμοῦ. — [612, 541, 844, 585]
table-cell: 5225 — [1287, 806, 1314, 818]
article-title: ΕΔΩ Κ' ΕΚΕΙ — [850, 190, 1016, 224]
ad-line: Ο — [235, 1107, 252, 1128]
